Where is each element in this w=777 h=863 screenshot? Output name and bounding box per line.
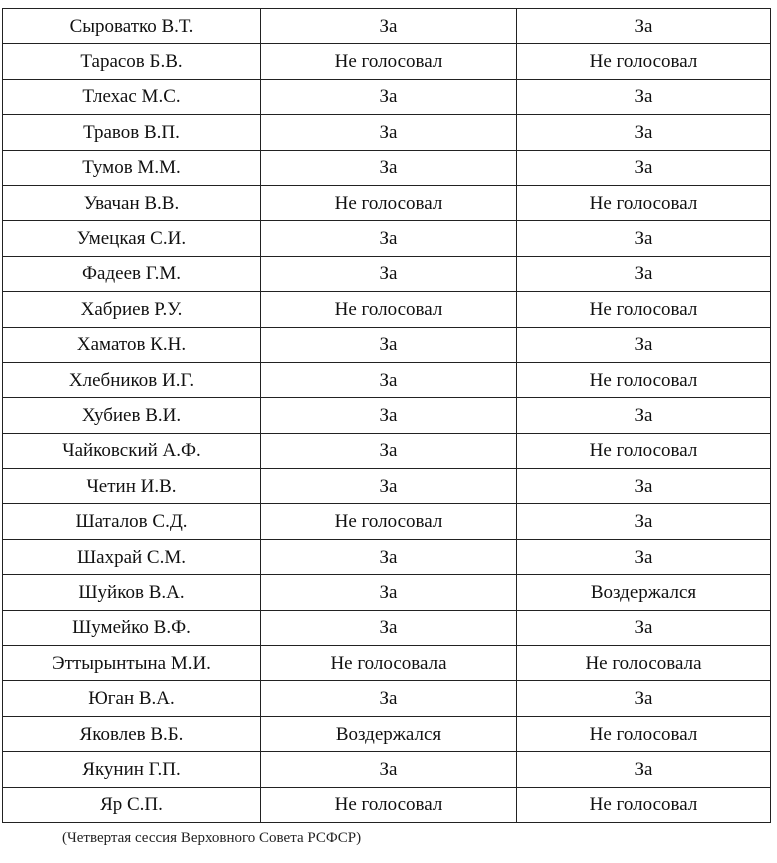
deputy-name-cell: Яр С.П. [3, 787, 261, 822]
vote-1-cell: За [261, 752, 517, 787]
table-row [3, 575, 771, 610]
vote-1-cell: За [261, 539, 517, 574]
vote-1-cell: За [261, 9, 517, 44]
table-row [3, 221, 771, 256]
deputy-name-cell: Яковлев В.Б. [3, 716, 261, 751]
vote-2-cell: За [517, 256, 771, 291]
vote-1-cell: За [261, 221, 517, 256]
vote-2-cell: За [517, 504, 771, 539]
vote-2-cell: За [517, 221, 771, 256]
vote-2-cell: Не голосовал [517, 185, 771, 220]
table-row [3, 433, 771, 468]
deputy-name-cell: Шаталов С.Д. [3, 504, 261, 539]
vote-1-cell: За [261, 398, 517, 433]
session-caption: (Четвертая сессия Верховного Совета РСФСР) [62, 830, 362, 846]
vote-1-cell: За [261, 681, 517, 716]
table-row [3, 115, 771, 150]
deputy-name-cell: Тарасов Б.В. [3, 44, 261, 79]
vote-2-cell: Не голосовал [517, 787, 771, 822]
deputy-name-cell: Умецкая С.И. [3, 221, 261, 256]
vote-2-cell: Не голосовал [517, 433, 771, 468]
deputy-name-cell: Шуйков В.А. [3, 575, 261, 610]
table-row [3, 716, 771, 751]
vote-2-cell: За [517, 115, 771, 150]
deputy-name-cell: Увачан В.В. [3, 185, 261, 220]
table-row [3, 752, 771, 787]
vote-1-cell: За [261, 433, 517, 468]
vote-1-cell: За [261, 575, 517, 610]
table-row [3, 150, 771, 185]
vote-results-table [2, 8, 771, 823]
deputy-name-cell: Шумейко В.Ф. [3, 610, 261, 645]
deputy-name-cell: Сыроватко В.Т. [3, 9, 261, 44]
vote-2-cell: Не голосовал [517, 362, 771, 397]
vote-1-cell: Не голосовал [261, 787, 517, 822]
vote-2-cell: За [517, 150, 771, 185]
deputy-name-cell: Тлехас М.С. [3, 79, 261, 114]
vote-2-cell: Не голосовал [517, 44, 771, 79]
vote-1-cell: Не голосовала [261, 646, 517, 681]
deputy-name-cell: Юган В.А. [3, 681, 261, 716]
table-row [3, 646, 771, 681]
vote-1-cell: Не голосовал [261, 185, 517, 220]
deputy-name-cell: Фадеев Г.М. [3, 256, 261, 291]
table-row [3, 504, 771, 539]
table-row [3, 469, 771, 504]
vote-1-cell: За [261, 256, 517, 291]
vote-1-cell: За [261, 327, 517, 362]
deputy-name-cell: Хабриев Р.У. [3, 292, 261, 327]
vote-1-cell: За [261, 469, 517, 504]
deputy-name-cell: Хаматов К.Н. [3, 327, 261, 362]
vote-results-body [3, 9, 771, 823]
deputy-name-cell: Четин И.В. [3, 469, 261, 504]
vote-2-cell: За [517, 9, 771, 44]
table-row [3, 185, 771, 220]
table-row [3, 539, 771, 574]
vote-2-cell: За [517, 539, 771, 574]
vote-2-cell: Не голосовал [517, 716, 771, 751]
vote-2-cell: Воздержался [517, 575, 771, 610]
table-row [3, 44, 771, 79]
table-row [3, 327, 771, 362]
vote-2-cell: Не голосовала [517, 646, 771, 681]
vote-2-cell: За [517, 327, 771, 362]
deputy-name-cell: Эттырынтына М.И. [3, 646, 261, 681]
table-row [3, 256, 771, 291]
vote-2-cell: За [517, 610, 771, 645]
vote-2-cell: За [517, 398, 771, 433]
table-row [3, 610, 771, 645]
table-row [3, 362, 771, 397]
vote-1-cell: За [261, 115, 517, 150]
vote-2-cell: За [517, 681, 771, 716]
vote-1-cell: Не голосовал [261, 504, 517, 539]
table-row [3, 787, 771, 822]
deputy-name-cell: Хубиев В.И. [3, 398, 261, 433]
vote-1-cell: Не голосовал [261, 44, 517, 79]
table-row [3, 79, 771, 114]
vote-1-cell: За [261, 610, 517, 645]
vote-2-cell: За [517, 79, 771, 114]
vote-1-cell: За [261, 150, 517, 185]
deputy-name-cell: Якунин Г.П. [3, 752, 261, 787]
table-row [3, 292, 771, 327]
deputy-name-cell: Тумов М.М. [3, 150, 261, 185]
vote-1-cell: За [261, 362, 517, 397]
table-row [3, 398, 771, 433]
vote-2-cell: Не голосовал [517, 292, 771, 327]
table-row [3, 9, 771, 44]
deputy-name-cell: Чайковский А.Ф. [3, 433, 261, 468]
deputy-name-cell: Хлебников И.Г. [3, 362, 261, 397]
vote-2-cell: За [517, 752, 771, 787]
vote-2-cell: За [517, 469, 771, 504]
deputy-name-cell: Шахрай С.М. [3, 539, 261, 574]
vote-1-cell: Не голосовал [261, 292, 517, 327]
table-row [3, 681, 771, 716]
vote-1-cell: За [261, 79, 517, 114]
vote-1-cell: Воздержался [261, 716, 517, 751]
deputy-name-cell: Травов В.П. [3, 115, 261, 150]
